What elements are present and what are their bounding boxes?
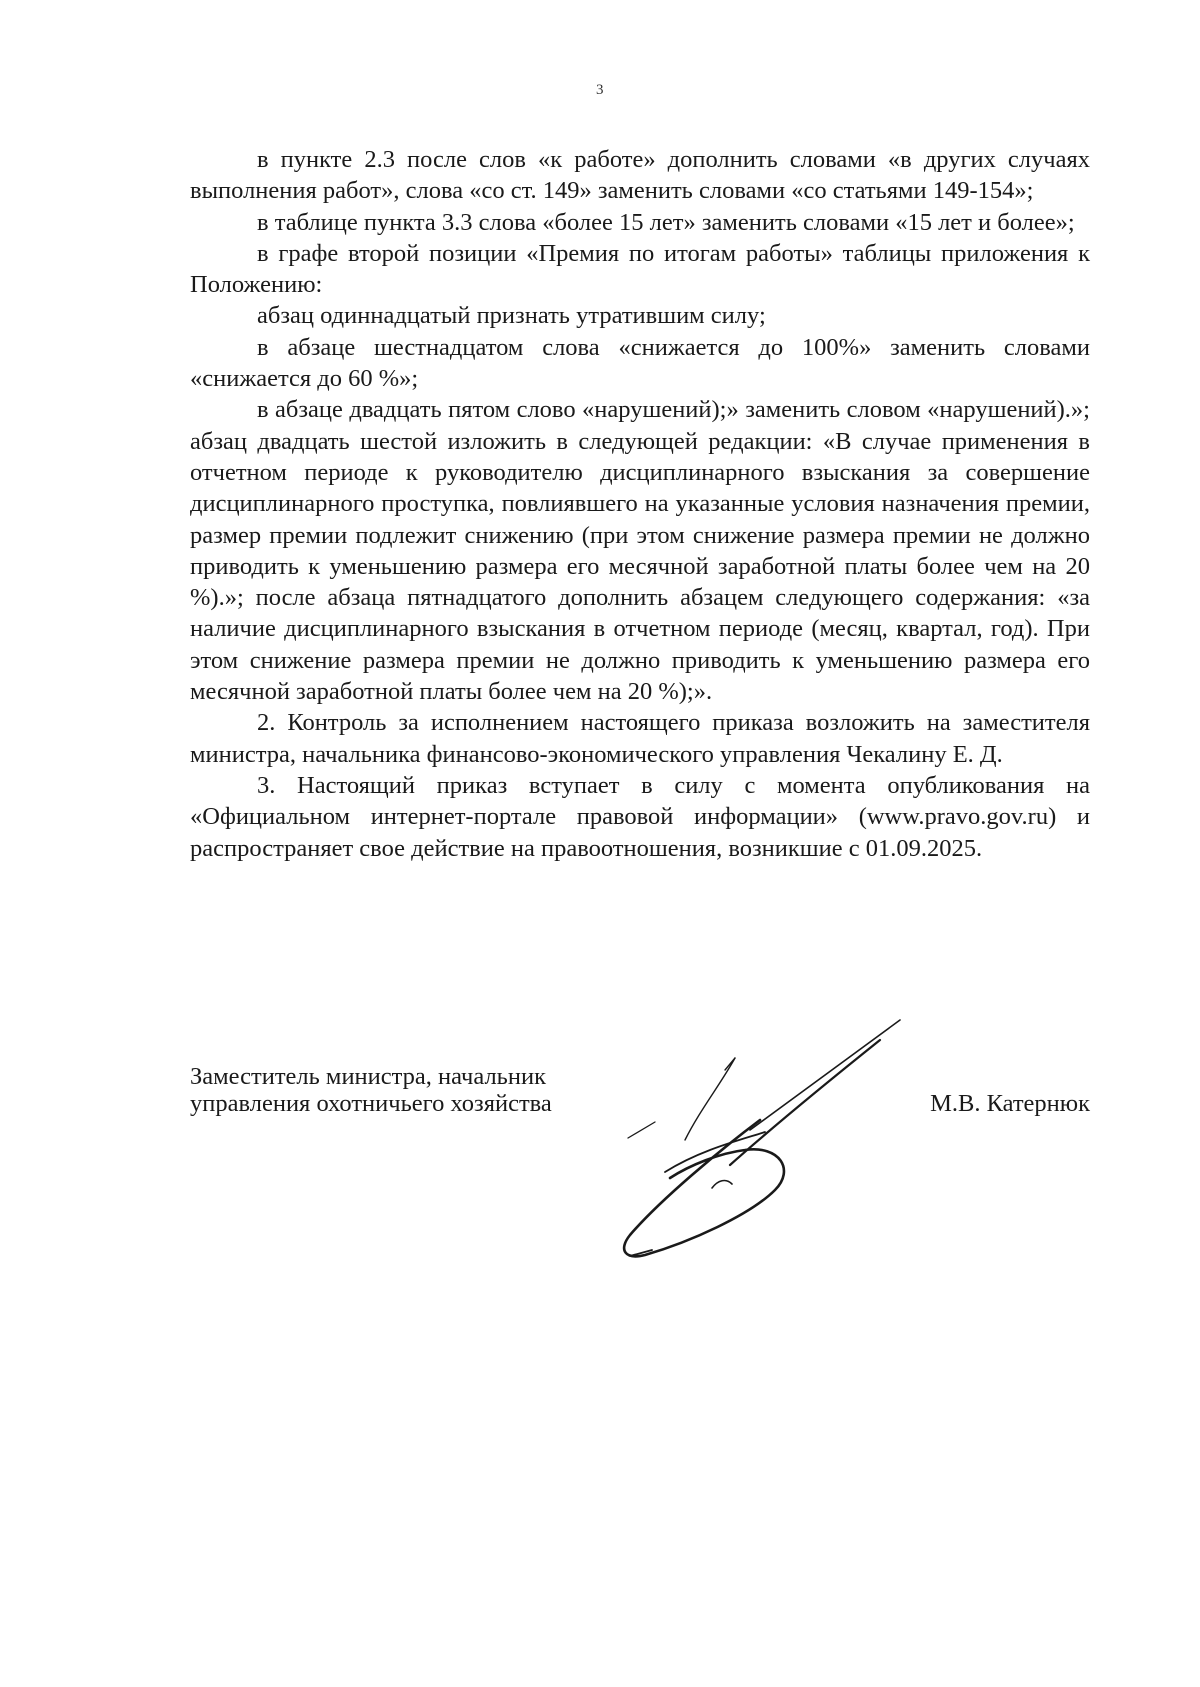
handwritten-signature <box>600 1010 920 1270</box>
paragraph-3: в графе второй позиции «Премия по итогам работы» таблицы приложения к Положению: <box>190 239 1090 299</box>
signer-title <box>190 1063 650 1117</box>
signer-title-line-1: Заместитель министра, начальник <box>190 1063 546 1090</box>
page-number: 3 <box>596 82 604 98</box>
signer-title-line-2: управления охотничьего хозяйства <box>190 1090 552 1117</box>
paragraph-7-control-clause: 2. Контроль за исполнением настоящего приказа возложить на заместителя министра, начальника финансово-экономического управления Чекалину Е. Д. <box>190 709 1090 768</box>
document-body <box>190 144 1090 864</box>
signer-name: М.В. Катернюк <box>930 1090 1090 1117</box>
paragraph-2: в таблице пункта 3.3 слова «более 15 лет» заменить словами «15 лет и более»; <box>257 208 1075 236</box>
paragraph-6: в абзаце двадцать пятом слово «нарушений);» заменить словом «нарушений).»; абзац двадцать шестой изложить в следующей редакции: «В случае применения в отчетном периоде к руководителю дисциплинарного взыскания за совершение дисциплинарного проступка, повлиявшего на указанные условия назначения премии, размер премии подлежит снижению (при этом снижение размера премии не должно приводить к уменьшению размера его месячной заработной платы более чем на 20 %).»; после абзаца пятнадцатого дополнить абзацем следующего содержания: «за наличие дисциплинарного взыскания в отчетном периоде (месяц, квартал, год). При этом снижение размера премии не должно приводить к уменьшению размера его месячной заработной платы более чем на 20 %);». <box>190 396 1090 706</box>
paragraph-4: абзац одиннадцатый признать утратившим силу; <box>257 302 766 330</box>
paragraph-5: в абзаце шестнадцатом слова «снижается до 100%» заменить словами «снижается до 60 %»; <box>190 333 1090 393</box>
paragraph-1: в пункте 2.3 после слов «к работе» дополнить словами «в других случаях выполнения работ», слова «со ст. 149» заменить словами «со статьями 149-154»; <box>190 146 1090 205</box>
paragraph-8-effective-date-clause: 3. Настоящий приказ вступает в силу с момента опубликования на «Официальном интернет-портале правовой информации» (www.pravo.gov.ru) и распространяет свое действие на правоотношения, возникшие с 01.09.2025. <box>190 771 1090 862</box>
